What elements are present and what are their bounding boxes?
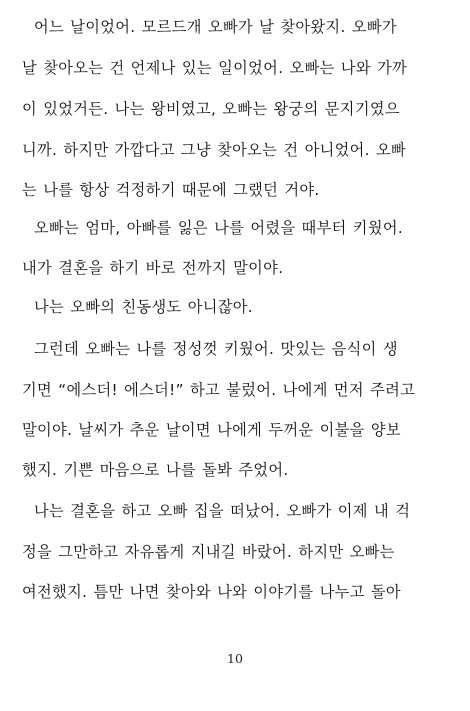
text-line: 그런데 오빠는 나를 정성껏 키웠어. 맛있는 음식이 생 [34,340,398,358]
text-line: 여전했지. 틈만 나면 찾아와 나와 이야기를 나누고 돌아 [22,583,401,601]
text-line: 나는 오빠의 친동생도 아니잖아. [34,298,253,316]
text-line: 니까. 하지만 가깝다고 그냥 찾아오는 건 아니었어. 오빠 [22,141,407,159]
page-number: 10 [227,651,243,666]
text-line: 날 찾아오는 건 언제나 있는 일이었어. 오빠는 나와 가까 [22,59,408,77]
text-line: 어느 날이었어. 모르드개 오빠가 날 찾아왔지. 오빠가 [34,18,397,36]
text-line: 말이야. 날씨가 추운 날이면 나에게 두꺼운 이불을 양보 [22,421,401,439]
text-line: 오빠는 엄마, 아빠를 잃은 나를 어렸을 때부터 키웠어. [34,219,404,237]
text-line: 나는 결혼을 하고 오빠 집을 떠났어. 오빠가 이제 내 걱 [34,502,411,520]
text-line: 기면 “에스더! 에스더!” 하고 불렀어. 나에게 먼저 주려고 [22,381,416,399]
text-line: 정을 그만하고 자유롭게 지내길 바랐어. 하지만 오빠는 [22,543,395,561]
text-line: 했지. 기쁜 마음으로 나를 돌봐 주었어. [22,461,289,479]
text-line: 는 나를 항상 걱정하기 때문에 그랬던 거야. [22,181,320,199]
text-line: 내가 결혼을 하기 바로 전까지 말이야. [22,259,284,277]
text-line: 이 있었거든. 나는 왕비였고, 오빠는 왕궁의 문지기였으 [22,100,400,118]
